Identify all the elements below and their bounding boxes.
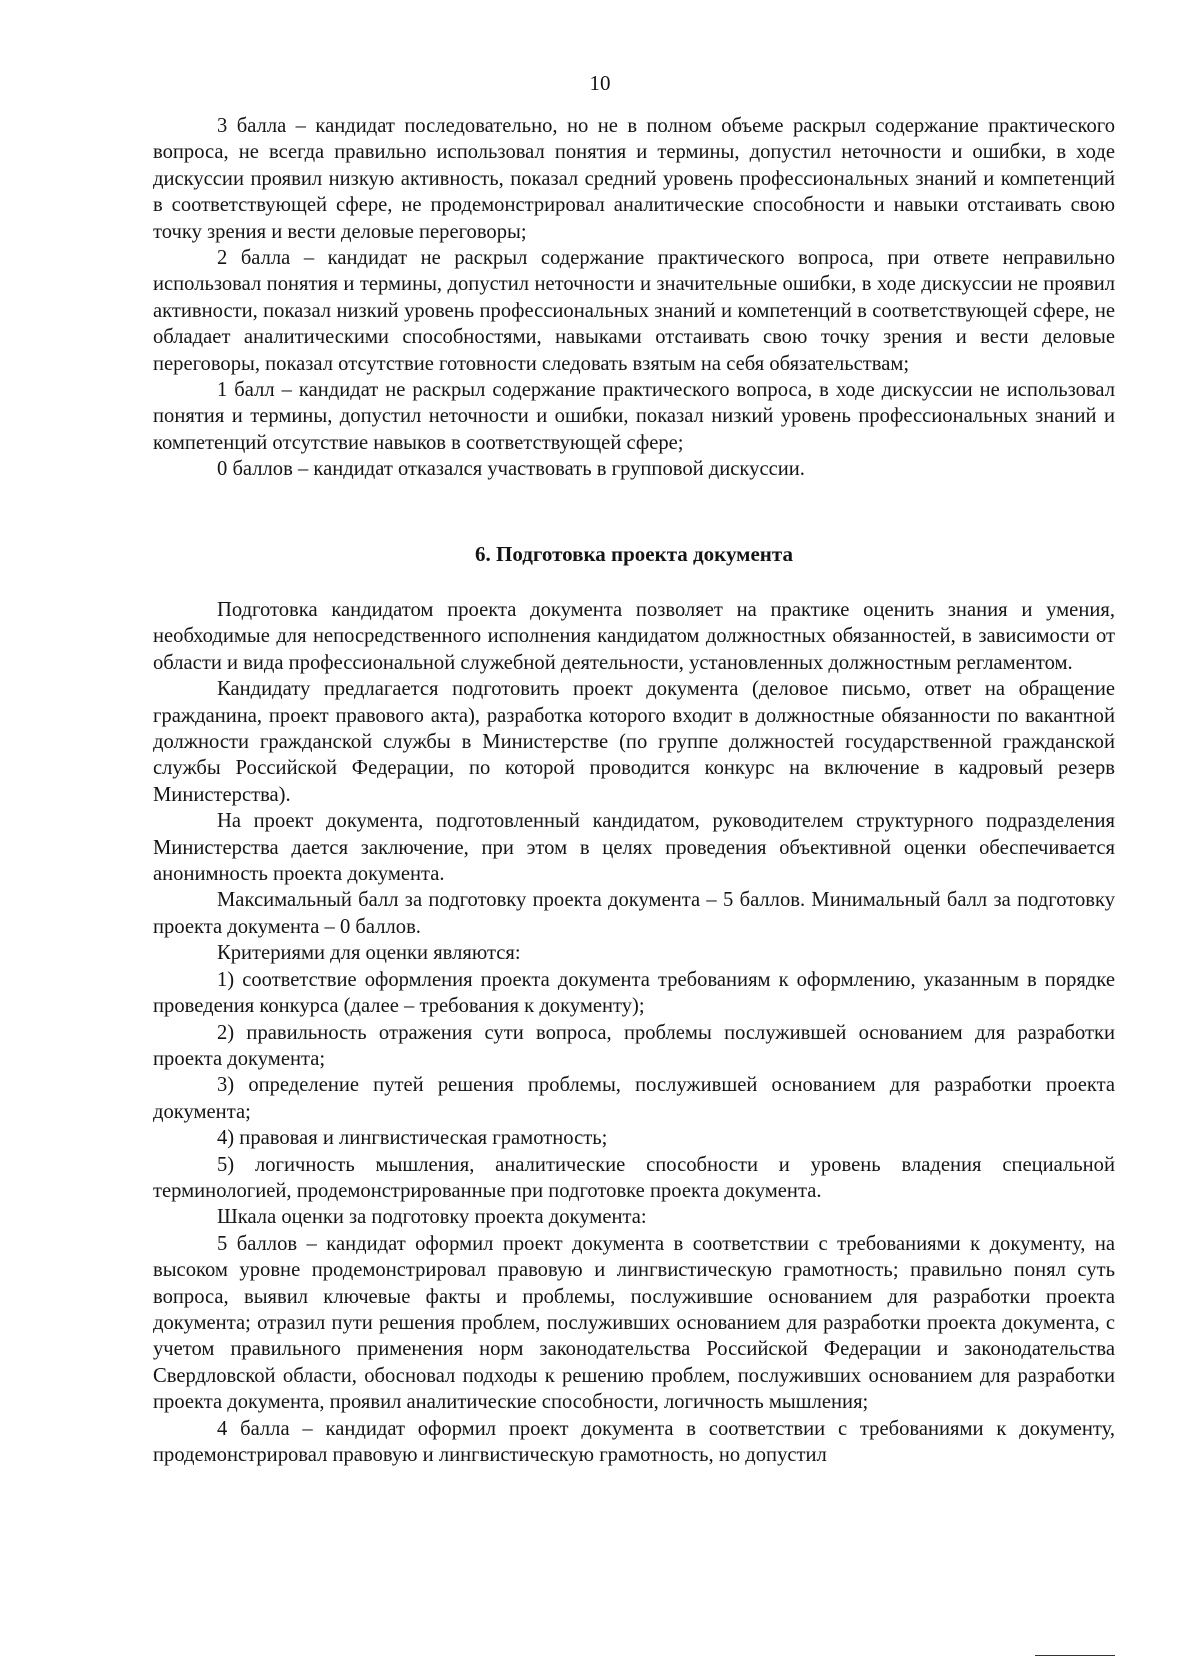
paragraph-score-2: 2 балла – кандидат не раскрыл содержание практического вопроса, при ответе неправильно использовал понятия и термины, допустил неточности и значительные ошибки, в ходе дискуссии не проявил активности, показал низкий уровень профессиональных знаний и компетенций в соответствующей сфере, не обладает аналитическими способностями, навыками отстаивать свою точку зрения и вести деловые переговоры, показал отсутствие готовности следовать взятым на себя обязательствам; <box>153 247 1115 375</box>
paragraph-score-5: 5 баллов – кандидат оформил проект документа в соответствии с требованиями к документу, на высоком уровне продемонстрировал правовую и лингвистическую грамотность; правильно понял суть вопроса, выявил ключевые факты и проблемы, послужившие основанием для разработки проекта документа; отразил пути решения проблем, послуживших основанием для разработки проекта документа, с учетом правильного применения норм законодательства Российской Федерации и законодательства Свердловской области, обосновал подходы к решению проблем, послуживших основанием для разработки проекта документа, проявил аналитические способности, логичность мышления; <box>153 1232 1115 1414</box>
paragraph-conclusion: На проект документа, подготовленный кандидатом, руководителем структурного подразделения Министерства дается заключение, при этом в целях проведения объективной оценки обеспечивается анонимность проекта документа. <box>153 810 1115 886</box>
section-heading: 6. Подготовка проекта документа <box>475 542 793 566</box>
footer-rule <box>1035 1655 1115 1656</box>
criterion-4: 4) правовая и лингвистическая грамотность; <box>217 1127 608 1150</box>
paragraph-score-0: 0 баллов – кандидат отказался участвовать в групповой дискуссии. <box>217 458 805 481</box>
criterion-3: 3) определение путей решения проблемы, послужившей основанием для разработки проекта документа; <box>153 1074 1115 1123</box>
section-body <box>153 597 1115 1468</box>
paragraph-score-3: 3 балла – кандидат последовательно, но не в полном объеме раскрыл содержание практического вопроса, не всегда правильно использовал понятия и термины, допустил неточности и ошибки, в ходе дискуссии проявил низкую активность, показал средний уровень профессиональных знаний и компетенций в соответствующей сфере, не продемонстрировал аналитические способности и навыки отстаивать свою точку зрения и вести деловые переговоры; <box>153 115 1115 243</box>
paragraph-max-min-score: Максимальный балл за подготовку проекта документа – 5 баллов. Минимальный балл за подготовку проекта документа – 0 баллов. <box>153 889 1115 938</box>
paragraph-score-4: 4 балла – кандидат оформил проект документа в соответствии с требованиями к документу, продемонстрировал правовую и лингвистическую грамотность, но допустил <box>153 1417 1115 1466</box>
page-number: 10 <box>589 71 611 95</box>
criterion-5: 5) логичность мышления, аналитические способности и уровень владения специальной терминологией, продемонстрированные при подготовке проекта документа. <box>153 1153 1115 1202</box>
criterion-2: 2) правильность отражения сути вопроса, проблемы послужившей основанием для разработки проекта документа; <box>153 1021 1115 1070</box>
paragraph-intro: Подготовка кандидатом проекта документа позволяет на практике оценить знания и умения, необходимые для непосредственного исполнения кандидатом должностных обязанностей, в зависимости от области и вида профессиональной служебной деятельности, установленных должностным регламентом. <box>153 599 1115 674</box>
paragraph-criteria-intro: Критериями для оценки являются: <box>217 942 521 965</box>
paragraph-task: Кандидату предлагается подготовить проект документа (деловое письмо, ответ на обращение гражданина, проект правового акта), разработка которого входит в должностные обязанности по вакантной должности гражданской службы в Министерстве (по группе должностей государственной гражданской службы Российской Федерации, по которой проводится конкурс на включение в кадровый резерв Министерства). <box>153 678 1115 806</box>
paragraph-score-1: 1 балл – кандидат не раскрыл содержание практического вопроса, в ходе дискуссии не использовал понятия и термины, допустил неточности и ошибки, показал низкий уровень профессиональных знаний и компетенций отсутствие навыков в соответствующей сфере; <box>153 379 1115 454</box>
paragraph-scale-intro: Шкала оценки за подготовку проекта документа: <box>217 1206 647 1229</box>
scoring-scale-continued <box>153 113 1115 483</box>
criterion-1: 1) соответствие оформления проекта документа требованиям к оформлению, указанным в порядке проведения конкурса (далее – требования к документу); <box>153 968 1115 1018</box>
